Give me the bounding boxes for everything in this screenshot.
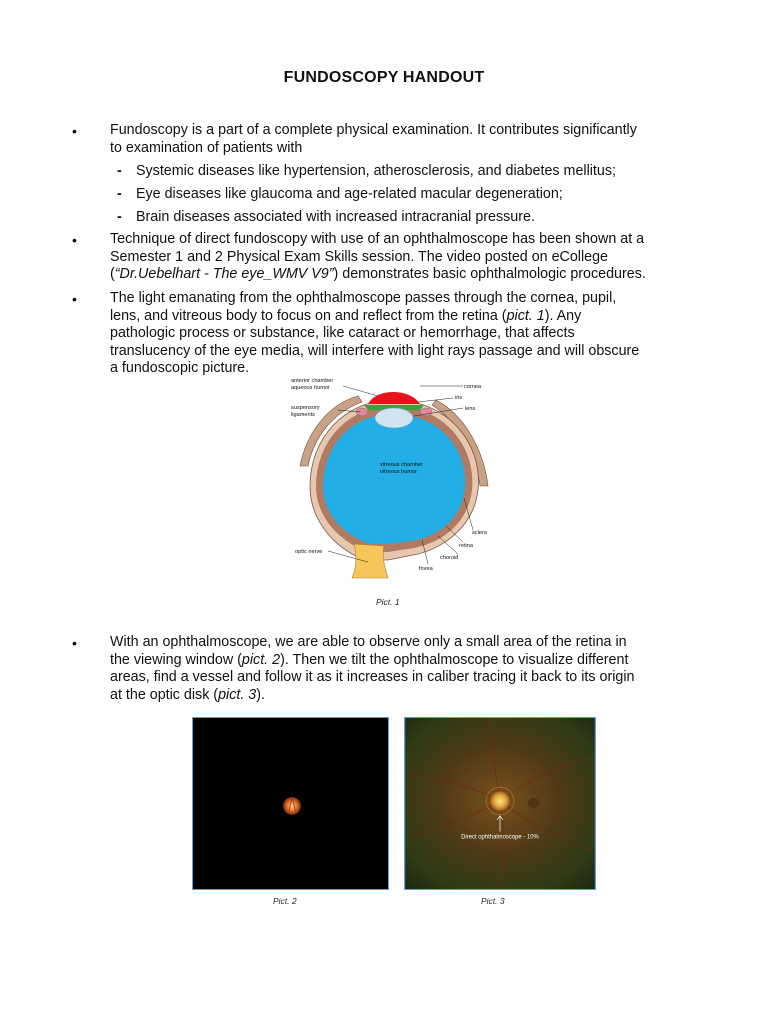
technique-paragraph <box>110 231 710 284</box>
anterior-chamber-shape <box>368 392 420 404</box>
pict-1-caption: Pict. 1 <box>376 597 400 607</box>
video-title: “Dr.Uebelhart - The eye_WMV V9” <box>114 266 334 283</box>
lens-shape <box>375 408 413 428</box>
text-span: ( <box>110 266 115 283</box>
ophthalmoscope-paragraph <box>110 634 710 704</box>
eye-anatomy-diagram <box>288 374 498 582</box>
list-item <box>117 208 535 226</box>
vitreous-shape <box>323 414 465 544</box>
pict-2-caption: Pict. 2 <box>273 896 297 906</box>
pict-reference: pict. 3 <box>218 686 257 703</box>
label-lens: lens <box>465 406 476 412</box>
bullet-marker: • <box>72 123 77 139</box>
pict-reference: pict. 1 <box>506 307 545 324</box>
light-line-5: a fundoscopic picture. <box>110 360 250 377</box>
technique-line-2: Semester 1 and 2 Physical Exam Skills session. The video posted on eCollege <box>110 248 609 265</box>
text-span: ). Then we tilt the ophthalmoscope to visualize different <box>280 651 629 668</box>
label-fovea: fovea <box>419 566 433 572</box>
text-span: at the optic disk ( <box>110 686 219 703</box>
text-span: ). Any <box>544 307 582 324</box>
fundus-photo-full-retina <box>404 717 596 890</box>
bullet-marker: • <box>72 291 77 307</box>
list-item <box>117 185 563 203</box>
technique-line-1: Technique of direct fundoscopy with use of an ophthalmoscope has been shown at a <box>110 231 645 247</box>
label-vitreous-chamber: vitreous chamber <box>380 462 423 468</box>
pict-reference: pict. 2 <box>241 651 281 668</box>
label-choroid: choroid <box>440 555 459 561</box>
text-span: lens, and vitreous body to focus on and reflect from the retina ( <box>110 307 507 324</box>
list-item <box>117 162 616 180</box>
text-span: ). <box>256 686 265 703</box>
ophthalmoscope-line-1: With an ophthalmoscope, we are able to observe only a small area of the retina in <box>110 634 627 650</box>
label-optic-nerve: optic nerve <box>295 549 323 555</box>
label-retina: retina <box>459 543 473 549</box>
text-span: the viewing window ( <box>110 651 242 668</box>
intro-line-2: to examination of patients with <box>110 139 303 156</box>
dash-marker: - <box>117 186 122 202</box>
fundus-photo-viewing-window <box>192 717 389 890</box>
list-item-text: Brain diseases associated with increased intracranial pressure. <box>136 209 535 225</box>
light-line-4: translucency of the eye media, will interfere with light rays passage and will obscure <box>110 342 640 359</box>
light-line-2 <box>110 308 710 326</box>
intro-line-1: Fundoscopy is a part of a complete physical examination. It contributes significantly <box>110 122 637 138</box>
text-span: ) demonstrates basic ophthalmologic procedures. <box>333 266 646 283</box>
label-ligaments: ligaments <box>291 412 315 418</box>
label-suspensory: suspensory <box>291 405 320 411</box>
technique-line-3 <box>110 266 710 284</box>
light-paragraph <box>110 290 710 378</box>
list-item-text: Systemic diseases like hypertension, atherosclerosis, and diabetes mellitus; <box>136 163 616 179</box>
label-anterior-chamber: anterior chamber <box>291 378 334 384</box>
optic-nerve-shape <box>352 544 388 578</box>
ophthalmoscope-line-2 <box>110 652 710 670</box>
dash-marker: - <box>117 209 122 225</box>
light-line-1: The light emanating from the ophthalmoscope passes through the cornea, pupil, <box>110 290 617 306</box>
page-title: FUNDOSCOPY HANDOUT <box>283 69 485 86</box>
light-line-3: pathologic process or substance, like cataract or hemorrhage, that affects <box>110 325 575 342</box>
label-cornea: cornea <box>464 384 482 390</box>
list-item-text: Eye diseases like glaucoma and age-related macular degeneration; <box>136 186 563 202</box>
label-sclera: sclera <box>472 530 487 536</box>
label-aqueous-humor: aqueous humor <box>291 385 330 391</box>
dash-marker: - <box>117 163 122 179</box>
ophthalmoscope-line-4 <box>110 687 710 705</box>
bullet-marker: • <box>72 232 77 248</box>
pict-3-caption: Pict. 3 <box>481 896 505 906</box>
label-vitreous-humor: vitreous humor <box>380 469 417 475</box>
label-iris: iris <box>455 395 463 401</box>
ophthalmoscope-line-3: areas, find a vessel and follow it as it increases in caliber tracing it back to its origin <box>110 669 635 686</box>
pict-3-annotation: Direct ophthalmoscope - 10% <box>461 834 539 841</box>
bullet-marker: • <box>72 635 77 651</box>
intro-paragraph <box>110 122 710 157</box>
